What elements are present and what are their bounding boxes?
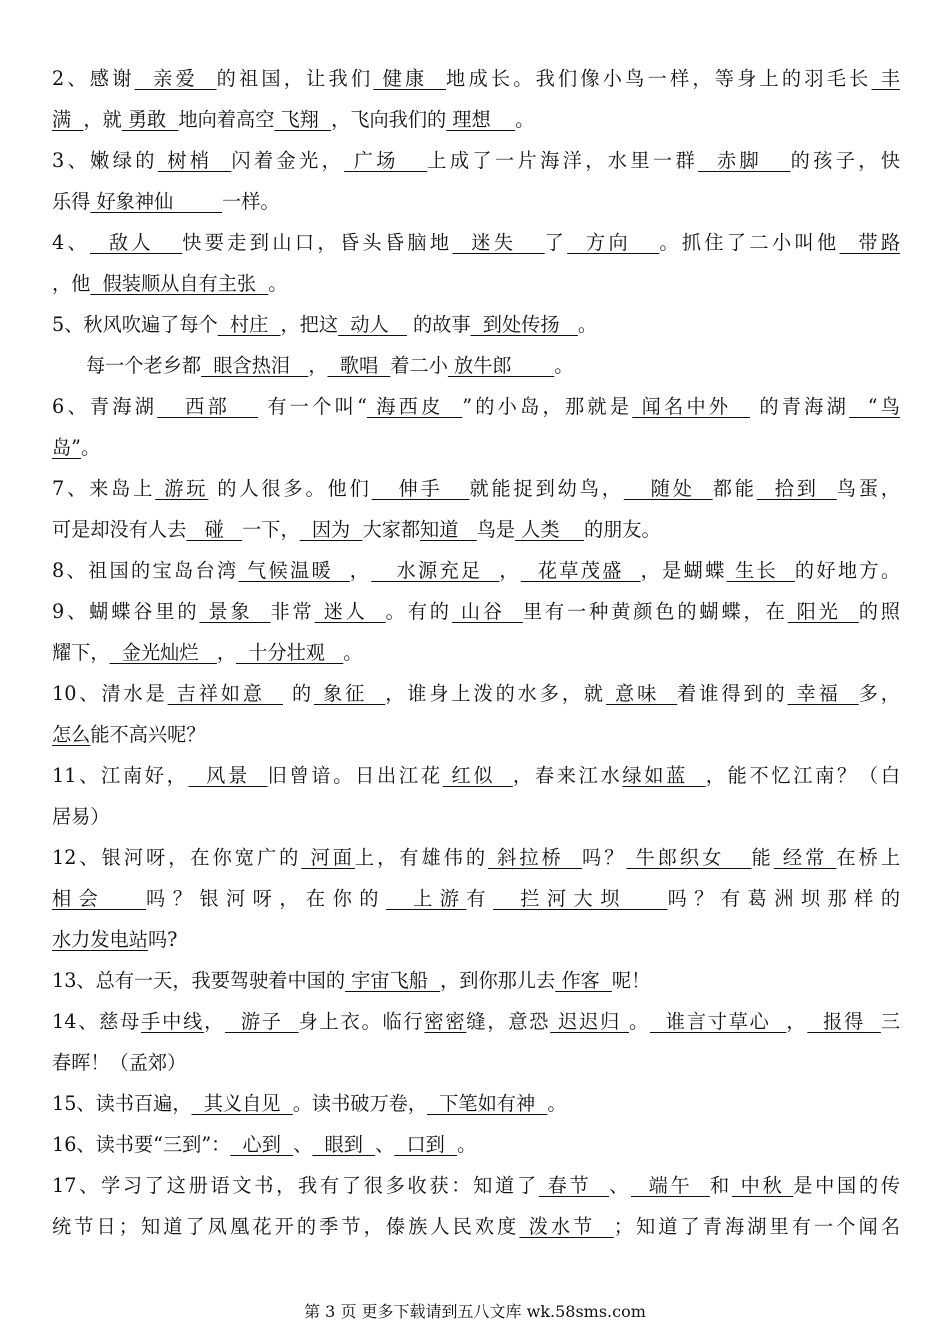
fill-in-answer: 西部 bbox=[157, 395, 259, 418]
question-text: ，是蝴蝶 bbox=[640, 559, 727, 582]
question-text: 13、总有一天，我要驾驶着中国的 bbox=[52, 969, 346, 992]
fill-in-answer: 上游 bbox=[385, 887, 467, 910]
fill-in-answer: 迷失 bbox=[452, 231, 545, 254]
question-text: ”的小岛，那就是 bbox=[462, 395, 633, 418]
fill-in-answer: 到处传扬 bbox=[470, 313, 578, 336]
question-text: 7、来岛上 bbox=[52, 477, 156, 500]
question-text: 9、蝴蝶谷里的 bbox=[52, 600, 200, 623]
question-text: ， bbox=[499, 559, 521, 582]
fill-in-answer: 谁言寸草心 bbox=[649, 1010, 787, 1033]
question-text: 2、感谢 bbox=[52, 67, 135, 90]
text-line bbox=[52, 1001, 900, 1042]
fill-in-answer: 密密 bbox=[424, 1010, 467, 1033]
fill-in-answer: 树梢 bbox=[157, 149, 232, 172]
fill-in-answer: 春节 bbox=[538, 1174, 610, 1197]
question-text: 可是却没有人去 bbox=[52, 518, 187, 541]
question-text: ，他 bbox=[52, 272, 91, 295]
text-line bbox=[52, 837, 900, 878]
question-text: 。 bbox=[554, 354, 574, 377]
question-text: 里有一种黄颜色的蝴蝶，在 bbox=[522, 600, 788, 623]
text-line bbox=[52, 632, 900, 673]
question-text: 了 bbox=[544, 231, 568, 254]
text-line bbox=[52, 509, 900, 550]
fill-in-answer: 金光灿烂 bbox=[109, 641, 217, 664]
fill-in-answer: 牛郎织女 bbox=[626, 846, 752, 869]
question-text: 着二小 bbox=[390, 354, 448, 377]
fill-in-answer: 拾到 bbox=[756, 477, 837, 500]
question-text: ，能不忆江南？（白 bbox=[705, 764, 900, 787]
question-text: 统节日；知道了凤凰花开的季节，傣族人民欢度 bbox=[52, 1215, 520, 1238]
question-text: 。 bbox=[515, 108, 535, 131]
fill-in-answer: 报得 bbox=[807, 1010, 881, 1033]
fill-in-answer: 景象 bbox=[199, 600, 271, 623]
question-text: 。 bbox=[81, 436, 101, 459]
fill-in-answer: 其义自见 bbox=[191, 1092, 293, 1115]
question-text: 。 bbox=[457, 1133, 477, 1156]
fill-in-answer: 花草茂盛 bbox=[520, 559, 641, 582]
text-line bbox=[52, 591, 900, 632]
question-text: 鸟是 bbox=[476, 518, 516, 541]
question-text: ， bbox=[308, 354, 328, 377]
question-text: 。 bbox=[577, 313, 598, 336]
fill-in-answer: 勇敢 bbox=[121, 108, 179, 131]
question-text: ，谁身上泼的水多，就 bbox=[385, 682, 606, 705]
fill-in-answer: 知道 bbox=[420, 518, 477, 541]
question-text: 能 bbox=[751, 846, 774, 869]
question-text: 4、 bbox=[52, 231, 91, 254]
question-text: 吗？有葛洲坝那样的 bbox=[667, 887, 900, 910]
question-text: 的朋友。 bbox=[583, 518, 661, 541]
question-text: 。 bbox=[547, 1092, 567, 1115]
question-text: 居易） bbox=[52, 805, 110, 828]
text-line bbox=[52, 427, 900, 468]
text-line bbox=[52, 468, 900, 509]
question-text: ，就 bbox=[83, 108, 122, 131]
fill-in-answer: 迷人 bbox=[314, 600, 386, 623]
text-line bbox=[52, 755, 900, 796]
fill-in-answer: 理想 bbox=[446, 108, 516, 131]
question-text: 17、学习了这册语文书，我有了很多收获：知道了 bbox=[52, 1174, 539, 1197]
fill-in-answer: 海西皮 bbox=[366, 395, 463, 418]
question-text: 三 bbox=[880, 1010, 900, 1033]
question-text: 、 bbox=[293, 1133, 313, 1156]
fill-in-answer: 方向 bbox=[567, 231, 660, 254]
question-text: 、 bbox=[375, 1133, 395, 1156]
fill-in-answer: 村庄 bbox=[217, 313, 281, 336]
text-line bbox=[52, 673, 900, 714]
question-text: 14、慈母 bbox=[52, 1010, 142, 1033]
fill-in-answer: 碰 bbox=[186, 518, 243, 541]
question-text: 一样。 bbox=[222, 190, 280, 213]
fill-in-answer: 游子 bbox=[225, 1010, 299, 1033]
fill-in-answer: 河面 bbox=[301, 846, 355, 869]
fill-in-answer: 气候温暖 bbox=[238, 559, 350, 582]
question-text: ， bbox=[349, 559, 372, 582]
fill-in-answer: 生长 bbox=[726, 559, 795, 582]
question-text: 闪着金光， bbox=[231, 149, 345, 172]
text-line bbox=[52, 1083, 900, 1124]
question-text: ， bbox=[204, 1010, 226, 1033]
fill-in-answer: 手中线 bbox=[141, 1010, 205, 1033]
question-text: 8、祖国的宝岛台湾 bbox=[52, 559, 239, 582]
question-text: ，把这 bbox=[280, 313, 339, 336]
question-text: 。 bbox=[268, 272, 288, 295]
fill-in-answer: 意味 bbox=[606, 682, 678, 705]
fill-in-answer: 动人 bbox=[338, 313, 407, 336]
question-text: 16、读书要“三到”： bbox=[52, 1133, 231, 1156]
question-text: 的孩子，快 bbox=[790, 149, 900, 172]
question-text: 都能 bbox=[712, 477, 757, 500]
question-text: 着谁得到的 bbox=[677, 682, 788, 705]
question-text: 快要走到山口，昏头昏脑地 bbox=[182, 231, 453, 254]
question-text: 的人很多。他们 bbox=[208, 477, 372, 500]
question-text: ，飞向我们的 bbox=[331, 108, 447, 131]
fill-in-answer: 心到 bbox=[230, 1133, 294, 1156]
text-line bbox=[52, 960, 900, 1001]
question-text: 的照 bbox=[858, 600, 900, 623]
fill-in-answer: 象征 bbox=[314, 682, 386, 705]
question-text: 在桥上 bbox=[836, 846, 900, 869]
question-text: 的祖国，让我们 bbox=[216, 67, 374, 90]
fill-in-answer: 幸福 bbox=[787, 682, 859, 705]
question-text: 。读书破万卷， bbox=[292, 1092, 428, 1115]
text-line bbox=[52, 263, 900, 304]
question-text: 春晖！（孟郊） bbox=[52, 1051, 187, 1074]
fill-in-answer: 广场 bbox=[344, 149, 428, 172]
question-text: 就能捉到幼鸟， bbox=[469, 477, 624, 500]
fill-in-answer: 假装顺从自有主张 bbox=[90, 272, 269, 295]
fill-in-answer: 歌唱 bbox=[327, 354, 391, 377]
fill-in-answer: 满 bbox=[52, 108, 84, 131]
question-text: 吗？ bbox=[582, 846, 627, 869]
fill-in-answer: 作客 bbox=[555, 969, 612, 992]
question-text: 地成长。我们像小鸟一样，等身上的羽毛长 bbox=[446, 67, 872, 90]
fill-in-answer: 口到 bbox=[394, 1133, 458, 1156]
question-text: 10、清水是 bbox=[52, 682, 168, 705]
question-text: 15、读书百遍， bbox=[52, 1092, 192, 1115]
fill-in-answer: 红似 bbox=[442, 764, 513, 787]
fill-in-answer: 水力发电站 bbox=[52, 928, 148, 951]
question-text: 大家都 bbox=[362, 518, 421, 541]
fill-in-answer: 下笔如有神 bbox=[427, 1092, 548, 1115]
fill-in-answer: 风景 bbox=[188, 764, 268, 787]
text-line bbox=[52, 550, 900, 591]
question-text: ， bbox=[786, 1010, 808, 1033]
text-line bbox=[52, 345, 900, 386]
fill-in-answer: 绿如蓝 bbox=[622, 764, 706, 787]
text-line bbox=[52, 386, 900, 427]
fill-in-answer: 端午 bbox=[630, 1174, 710, 1197]
fill-in-answer: 赤脚 bbox=[698, 149, 791, 172]
fill-in-answer: 飞翔 bbox=[274, 108, 332, 131]
question-text: 的 bbox=[282, 682, 315, 705]
text-line bbox=[52, 1124, 900, 1165]
fill-in-answer: 带路 bbox=[839, 231, 900, 254]
fill-in-answer: 斜拉桥 bbox=[488, 846, 582, 869]
question-text: 3、嫩绿的 bbox=[52, 149, 158, 172]
question-text: ， bbox=[216, 641, 236, 664]
question-text: 6、青海湖 bbox=[52, 395, 158, 418]
question-text: 吗？银河呀，在你的 bbox=[146, 887, 386, 910]
question-text: 非常 bbox=[270, 600, 315, 623]
text-line bbox=[52, 304, 900, 345]
text-line bbox=[52, 58, 900, 99]
question-text: 的青海湖 bbox=[749, 395, 850, 418]
text-line bbox=[52, 99, 900, 140]
question-text: ；知道了青海湖里有一个闻名 bbox=[613, 1215, 900, 1238]
fill-in-answer: 丰 bbox=[871, 67, 900, 90]
question-text: ，春来江水 bbox=[512, 764, 623, 787]
fill-in-answer: 岛” bbox=[52, 436, 81, 459]
fill-in-answer: 山谷 bbox=[451, 600, 523, 623]
fill-in-answer: 游玩 bbox=[155, 477, 209, 500]
page-footer: 第 3 页 更多下载请到五八文库 wk.58sms.com bbox=[304, 1302, 646, 1321]
question-text: 有 bbox=[466, 887, 494, 910]
question-text: 11、江南好， bbox=[52, 764, 189, 787]
question-text: 5、秋风吹遍了每个 bbox=[52, 313, 218, 336]
question-text: 每一个老乡都 bbox=[86, 354, 202, 377]
question-text: 的故事 bbox=[406, 313, 471, 336]
question-text: 。有的 bbox=[385, 600, 452, 623]
question-text: 能不高兴呢？ bbox=[90, 723, 206, 746]
question-text: 身上衣。临行 bbox=[298, 1010, 425, 1033]
question-text: 12、银河呀，在你宽广的 bbox=[52, 846, 302, 869]
text-line bbox=[52, 222, 900, 263]
question-text: 旧曾谙。日出江花 bbox=[267, 764, 443, 787]
question-text: 和 bbox=[709, 1174, 732, 1197]
fill-in-answer: 眼含热泪 bbox=[201, 354, 309, 377]
question-text: 吗? bbox=[147, 928, 178, 951]
fill-in-answer: 水源充足 bbox=[371, 559, 500, 582]
fill-in-answer: 好象神仙 bbox=[90, 190, 223, 213]
question-text: 是中国的传 bbox=[793, 1174, 900, 1197]
text-line bbox=[52, 1165, 900, 1206]
fill-in-answer: 亲爱 bbox=[134, 67, 217, 90]
text-line bbox=[52, 1206, 900, 1247]
fill-in-answer: 伸手 bbox=[371, 477, 470, 500]
question-text: 上，有雄伟的 bbox=[354, 846, 489, 869]
text-line bbox=[52, 919, 900, 960]
question-text: 、 bbox=[609, 1174, 631, 1197]
question-text: 一下， bbox=[242, 518, 300, 541]
text-line bbox=[52, 796, 900, 837]
question-text: 多， bbox=[858, 682, 900, 705]
fill-in-answer: 放牛郎 bbox=[447, 354, 555, 377]
question-text: 。抓住了二小叫他 bbox=[659, 231, 840, 254]
question-text: 乐得 bbox=[52, 190, 91, 213]
question-text: 耀下， bbox=[52, 641, 110, 664]
fill-in-answer: 阳光 bbox=[787, 600, 859, 623]
fill-in-answer: 十分壮观 bbox=[236, 641, 344, 664]
question-text: 有一个叫“ bbox=[258, 395, 367, 418]
question-text: 缝，意恐 bbox=[466, 1010, 551, 1033]
fill-in-answer: 眼到 bbox=[312, 1133, 376, 1156]
fill-in-answer: 拦河大坝 bbox=[493, 887, 668, 910]
fill-in-answer: 宇宙飞船 bbox=[345, 969, 441, 992]
fill-in-answer: 迟迟归 bbox=[550, 1010, 629, 1033]
fill-in-answer: 人类 bbox=[515, 518, 584, 541]
question-text: 。 bbox=[343, 641, 363, 664]
question-text: 呢！ bbox=[611, 969, 651, 992]
worksheet-body bbox=[52, 58, 900, 1247]
text-line bbox=[52, 714, 900, 755]
text-line bbox=[52, 1042, 900, 1083]
fill-in-answer: 相会 bbox=[52, 887, 147, 910]
fill-in-answer: 闻名中外 bbox=[632, 395, 750, 418]
fill-in-answer: 敌人 bbox=[90, 231, 183, 254]
fill-in-answer: 经常 bbox=[773, 846, 837, 869]
question-text: 地向着高空 bbox=[178, 108, 275, 131]
question-text: 。 bbox=[628, 1010, 650, 1033]
text-line bbox=[52, 140, 900, 181]
fill-in-answer: 吉祥如意 bbox=[167, 682, 283, 705]
question-text: 上成了一片海洋，水里一群 bbox=[427, 149, 699, 172]
question-text: 的好地方。 bbox=[794, 559, 900, 582]
fill-in-answer: 怎么 bbox=[52, 723, 91, 746]
fill-in-answer: 健康 bbox=[373, 67, 447, 90]
fill-in-answer: 随处 bbox=[623, 477, 713, 500]
question-text: ，到你那儿去 bbox=[440, 969, 556, 992]
text-line bbox=[52, 878, 900, 919]
fill-in-answer: 泼水节 bbox=[519, 1215, 614, 1238]
text-line bbox=[52, 181, 900, 222]
fill-in-answer: 因为 bbox=[299, 518, 363, 541]
fill-in-answer: 中秋 bbox=[731, 1174, 794, 1197]
fill-in-answer: “鸟 bbox=[849, 395, 900, 418]
question-text: 鸟蛋， bbox=[836, 477, 900, 500]
